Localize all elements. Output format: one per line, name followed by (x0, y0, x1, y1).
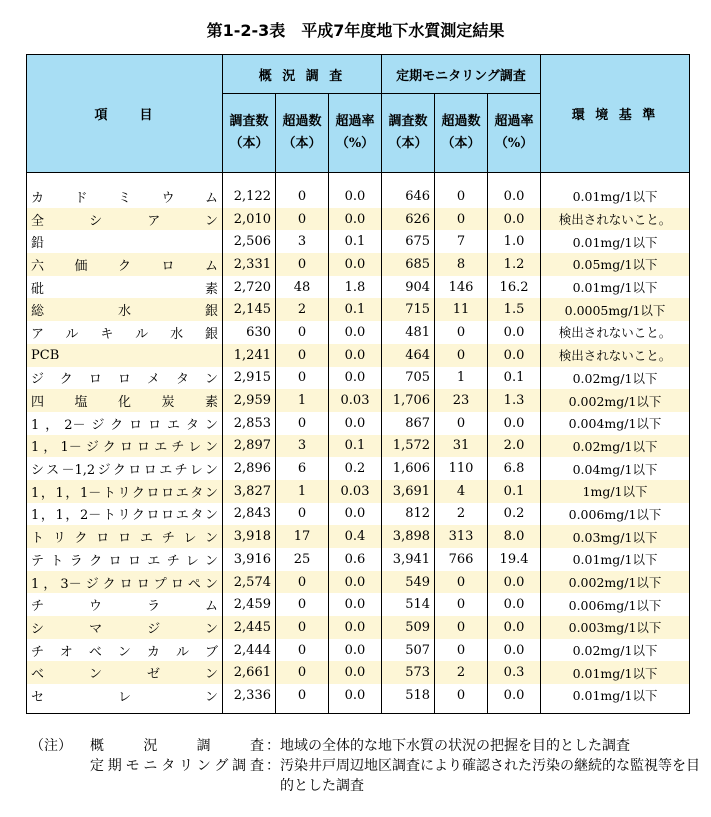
periodic-exceed: 0 (435, 173, 488, 208)
general-exceed: 0 (276, 571, 329, 594)
table-row (27, 276, 690, 299)
periodic-count: 812 (382, 503, 435, 526)
row-name: チウラム (27, 593, 223, 616)
general-exceed: 0 (276, 412, 329, 435)
periodic-count: 3,691 (382, 480, 435, 503)
table-row (27, 593, 690, 616)
periodic-rate: 0.0 (488, 593, 541, 616)
row-name: 1，2－ジクロロエタン (27, 412, 223, 435)
table-row (27, 389, 690, 412)
periodic-rate: 0.0 (488, 616, 541, 639)
periodic-count: 514 (382, 593, 435, 616)
standard-value: 0.002mg/1以下 (541, 389, 690, 412)
general-exceed: 1 (276, 389, 329, 412)
general-count: 2,843 (223, 503, 276, 526)
periodic-rate: 0.1 (488, 367, 541, 390)
general-rate: 0.0 (329, 639, 382, 662)
header-g-exceed: 超過数 （本） (276, 94, 329, 173)
table-row (27, 480, 690, 503)
row-name: 総水銀 (27, 298, 223, 321)
general-count: 2,853 (223, 412, 276, 435)
table-row (27, 230, 690, 253)
general-rate: 0.0 (329, 344, 382, 367)
general-rate: 0.0 (329, 503, 382, 526)
general-rate: 0.0 (329, 253, 382, 276)
general-rate: 0.0 (329, 616, 382, 639)
standard-value: 0.004mg/1以下 (541, 412, 690, 435)
general-count: 1,241 (223, 344, 276, 367)
note-colon: ： (266, 758, 280, 774)
standard-value: 0.01mg/1以下 (541, 173, 690, 208)
standard-value: 0.03mg/1以下 (541, 525, 690, 548)
periodic-rate: 0.0 (488, 412, 541, 435)
row-name: 鉛 (27, 230, 223, 253)
table-row (27, 639, 690, 662)
general-rate: 0.03 (329, 389, 382, 412)
periodic-rate: 8.0 (488, 525, 541, 548)
general-exceed: 0 (276, 639, 329, 662)
table-row (27, 435, 690, 458)
general-rate: 0.0 (329, 593, 382, 616)
general-exceed: 0 (276, 593, 329, 616)
periodic-count: 867 (382, 412, 435, 435)
header-periodic-survey: 定期モニタリング調査 (382, 55, 541, 94)
row-name: 全シアン (27, 208, 223, 231)
periodic-exceed: 0 (435, 321, 488, 344)
row-name: セレン (27, 684, 223, 713)
row-name: 1，3－ジクロロプロペン (27, 571, 223, 594)
general-count: 2,897 (223, 435, 276, 458)
note-colon: ： (266, 738, 280, 754)
periodic-rate: 0.1 (488, 480, 541, 503)
general-exceed: 0 (276, 344, 329, 367)
periodic-count: 3,941 (382, 548, 435, 571)
periodic-exceed: 0 (435, 616, 488, 639)
row-name: トリクロロエチレン (27, 525, 223, 548)
note-label: （注） (30, 738, 72, 754)
periodic-count: 549 (382, 571, 435, 594)
table-row (27, 616, 690, 639)
periodic-rate: 0.0 (488, 571, 541, 594)
standard-value: 0.05mg/1以下 (541, 253, 690, 276)
periodic-rate: 1.2 (488, 253, 541, 276)
page-title: 第1-2-3表 平成7年度地下水質測定結果 (206, 21, 505, 40)
periodic-exceed: 11 (435, 298, 488, 321)
row-name: 四塩化炭素 (27, 389, 223, 412)
standard-value: 0.01mg/1以下 (541, 684, 690, 713)
periodic-exceed: 2 (435, 661, 488, 684)
row-name: シス－1,2ジクロロエチレン (27, 457, 223, 480)
general-exceed: 0 (276, 321, 329, 344)
table-body (27, 173, 690, 714)
general-exceed: 48 (276, 276, 329, 299)
general-rate: 0.0 (329, 661, 382, 684)
table-row (27, 548, 690, 571)
general-count: 2,459 (223, 593, 276, 616)
periodic-exceed: 1 (435, 367, 488, 390)
row-name: シマジン (27, 616, 223, 639)
periodic-rate: 1.3 (488, 389, 541, 412)
note-periodic-text: 汚染井戸周辺地区調査により確認された汚染の継続的な監視等を目的とした調査 (280, 758, 700, 794)
periodic-count: 507 (382, 639, 435, 662)
standard-value: 0.02mg/1以下 (541, 367, 690, 390)
general-count: 3,827 (223, 480, 276, 503)
general-exceed: 1 (276, 480, 329, 503)
standard-value: 0.04mg/1以下 (541, 457, 690, 480)
periodic-exceed: 0 (435, 208, 488, 231)
row-name: 六価クロム (27, 253, 223, 276)
general-rate: 0.6 (329, 548, 382, 571)
table-row (27, 525, 690, 548)
periodic-exceed: 146 (435, 276, 488, 299)
periodic-count: 464 (382, 344, 435, 367)
periodic-exceed: 313 (435, 525, 488, 548)
general-exceed: 0 (276, 503, 329, 526)
periodic-exceed: 31 (435, 435, 488, 458)
header-p-count: 調査数 （本） (382, 94, 435, 173)
periodic-exceed: 4 (435, 480, 488, 503)
general-count: 2,720 (223, 276, 276, 299)
row-name: 1，1－ジクロロエチレン (27, 435, 223, 458)
general-exceed: 3 (276, 435, 329, 458)
general-rate: 0.4 (329, 525, 382, 548)
periodic-exceed: 0 (435, 593, 488, 616)
general-rate: 1.8 (329, 276, 382, 299)
general-exceed: 17 (276, 525, 329, 548)
periodic-exceed: 2 (435, 503, 488, 526)
general-count: 2,122 (223, 173, 276, 208)
standard-value: 検出されないこと。 (541, 344, 690, 367)
standard-value: 0.01mg/1以下 (541, 230, 690, 253)
row-name: テトラクロロエチレン (27, 548, 223, 571)
periodic-count: 626 (382, 208, 435, 231)
general-count: 2,445 (223, 616, 276, 639)
general-exceed: 6 (276, 457, 329, 480)
general-count: 2,896 (223, 457, 276, 480)
general-count: 2,959 (223, 389, 276, 412)
periodic-rate: 19.4 (488, 548, 541, 571)
periodic-count: 685 (382, 253, 435, 276)
periodic-exceed: 23 (435, 389, 488, 412)
periodic-exceed: 0 (435, 684, 488, 713)
table-row (27, 344, 690, 367)
general-rate: 0.0 (329, 412, 382, 435)
periodic-rate: 0.0 (488, 208, 541, 231)
general-count: 630 (223, 321, 276, 344)
standard-value: 0.002mg/1以下 (541, 571, 690, 594)
table-row (27, 321, 690, 344)
periodic-count: 904 (382, 276, 435, 299)
general-exceed: 0 (276, 253, 329, 276)
periodic-count: 1,706 (382, 389, 435, 412)
row-name: ベンゼン (27, 661, 223, 684)
periodic-exceed: 110 (435, 457, 488, 480)
standard-value: 検出されないこと。 (541, 208, 690, 231)
periodic-exceed: 0 (435, 639, 488, 662)
periodic-exceed: 0 (435, 571, 488, 594)
table-row (27, 503, 690, 526)
table-row (27, 661, 690, 684)
table-row (27, 367, 690, 390)
general-exceed: 3 (276, 230, 329, 253)
general-rate: 0.0 (329, 571, 382, 594)
standard-value: 0.0005mg/1以下 (541, 298, 690, 321)
periodic-rate: 0.3 (488, 661, 541, 684)
periodic-exceed: 766 (435, 548, 488, 571)
periodic-count: 1,606 (382, 457, 435, 480)
standard-value: 0.02mg/1以下 (541, 435, 690, 458)
general-count: 3,918 (223, 525, 276, 548)
periodic-count: 509 (382, 616, 435, 639)
header-g-rate: 超過率 （%） (329, 94, 382, 173)
header-general-survey: 概 況 調 査 (223, 55, 382, 94)
standard-value: 0.01mg/1以下 (541, 276, 690, 299)
general-exceed: 0 (276, 367, 329, 390)
general-count: 2,010 (223, 208, 276, 231)
general-count: 3,916 (223, 548, 276, 571)
row-name: ジクロロメタン (27, 367, 223, 390)
standard-value: 0.006mg/1以下 (541, 593, 690, 616)
general-count: 2,915 (223, 367, 276, 390)
table-row (27, 298, 690, 321)
standard-value: 0.01mg/1以下 (541, 548, 690, 571)
row-name: アルキル水銀 (27, 321, 223, 344)
general-rate: 0.0 (329, 684, 382, 713)
periodic-rate: 0.0 (488, 173, 541, 208)
header-p-rate: 超過率 （%） (488, 94, 541, 173)
standard-value: 検出されないこと。 (541, 321, 690, 344)
general-rate: 0.1 (329, 230, 382, 253)
water-quality-table (26, 54, 690, 714)
header-standard: 環 境 基 準 (541, 55, 690, 173)
periodic-count: 518 (382, 684, 435, 713)
general-count: 2,145 (223, 298, 276, 321)
note-general-head: 概況調査 (90, 738, 264, 754)
periodic-rate: 0.0 (488, 639, 541, 662)
general-exceed: 0 (276, 208, 329, 231)
note-general-text: 地域の全体的な地下水質の状況の把握を目的とした調査 (280, 738, 630, 754)
general-rate: 0.0 (329, 367, 382, 390)
row-name: PCB (27, 344, 223, 367)
general-rate: 0.0 (329, 321, 382, 344)
general-count: 2,506 (223, 230, 276, 253)
periodic-count: 646 (382, 173, 435, 208)
general-count: 2,661 (223, 661, 276, 684)
periodic-rate: 2.0 (488, 435, 541, 458)
periodic-count: 1,572 (382, 435, 435, 458)
general-exceed: 25 (276, 548, 329, 571)
general-rate: 0.0 (329, 173, 382, 208)
periodic-exceed: 0 (435, 412, 488, 435)
standard-value: 0.006mg/1以下 (541, 503, 690, 526)
note-periodic-head: 定期モニタリング調査 (90, 758, 264, 774)
periodic-count: 481 (382, 321, 435, 344)
standard-value: 0.02mg/1以下 (541, 639, 690, 662)
general-exceed: 0 (276, 661, 329, 684)
general-rate: 0.1 (329, 435, 382, 458)
periodic-exceed: 7 (435, 230, 488, 253)
standard-value: 0.003mg/1以下 (541, 616, 690, 639)
periodic-count: 675 (382, 230, 435, 253)
periodic-rate: 0.2 (488, 503, 541, 526)
table-row (27, 684, 690, 713)
general-rate: 0.0 (329, 208, 382, 231)
periodic-count: 573 (382, 661, 435, 684)
header-item: 項 目 (27, 55, 223, 173)
general-exceed: 2 (276, 298, 329, 321)
standard-value: 1mg/1以下 (541, 480, 690, 503)
general-count: 2,336 (223, 684, 276, 713)
notes (30, 736, 700, 796)
periodic-rate: 0.0 (488, 344, 541, 367)
header-g-count: 調査数 （本） (223, 94, 276, 173)
periodic-rate: 1.5 (488, 298, 541, 321)
general-count: 2,574 (223, 571, 276, 594)
row-name: カドミウム (27, 173, 223, 208)
periodic-rate: 1.0 (488, 230, 541, 253)
table-row (27, 412, 690, 435)
table-row (27, 253, 690, 276)
row-name: 砒素 (27, 276, 223, 299)
periodic-count: 3,898 (382, 525, 435, 548)
general-exceed: 0 (276, 616, 329, 639)
periodic-exceed: 0 (435, 344, 488, 367)
general-count: 2,331 (223, 253, 276, 276)
general-exceed: 0 (276, 173, 329, 208)
header-p-exceed: 超過数 （本） (435, 94, 488, 173)
table-row (27, 208, 690, 231)
periodic-count: 705 (382, 367, 435, 390)
table-row (27, 571, 690, 594)
general-rate: 0.1 (329, 298, 382, 321)
periodic-exceed: 8 (435, 253, 488, 276)
general-rate: 0.03 (329, 480, 382, 503)
row-name: 1，1，1－トリクロロエタン (27, 480, 223, 503)
table-row (27, 173, 690, 208)
general-exceed: 0 (276, 684, 329, 713)
periodic-rate: 0.0 (488, 684, 541, 713)
periodic-rate: 0.0 (488, 321, 541, 344)
general-count: 2,444 (223, 639, 276, 662)
table-row (27, 457, 690, 480)
standard-value: 0.01mg/1以下 (541, 661, 690, 684)
periodic-count: 715 (382, 298, 435, 321)
periodic-rate: 6.8 (488, 457, 541, 480)
general-rate: 0.2 (329, 457, 382, 480)
periodic-rate: 16.2 (488, 276, 541, 299)
row-name: 1，1，2－トリクロロエタン (27, 503, 223, 526)
row-name: チオベンカルブ (27, 639, 223, 662)
